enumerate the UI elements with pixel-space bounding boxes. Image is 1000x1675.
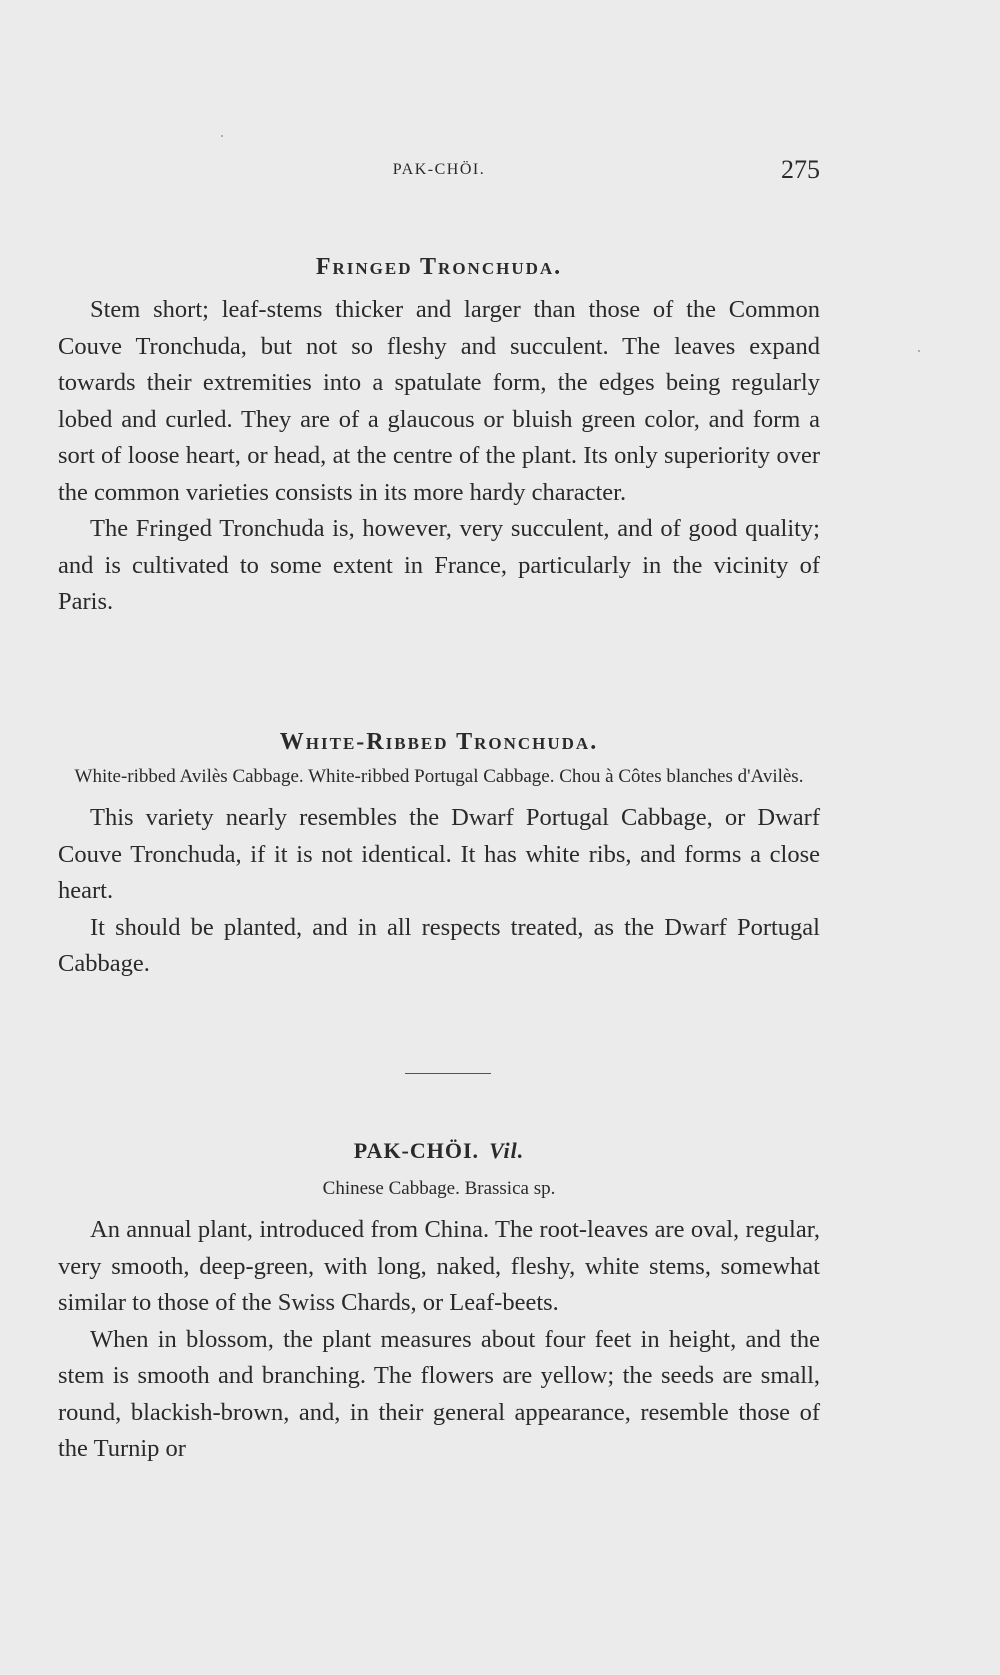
synonyms: White-ribbed Avilès Cabbage. White-ribbed Portugal Cabbage. Chou à Côtes blanches d'Avilès. bbox=[74, 766, 804, 787]
page-speck bbox=[918, 350, 920, 352]
paragraph: The Fringed Tronchuda is, however, very succulent, and of good quality; and is cultivated to some extent in France, particularly in the vicinity of Paris. bbox=[58, 515, 820, 615]
running-head bbox=[58, 155, 820, 187]
section-pak-choi bbox=[58, 1136, 820, 1468]
page-speck bbox=[221, 135, 223, 137]
section-divider bbox=[405, 1073, 491, 1074]
paragraph: When in blossom, the plant measures about four feet in height, and the stem is smooth and branching. The flowers are yellow; the seeds are small, round, blackish-brown, and, in their general appearance, resemble those of the Turnip or bbox=[58, 1325, 820, 1462]
paragraph: Stem short; leaf-stems thicker and larger than those of the Common Couve Tronchuda, but not so fleshy and succulent. The leaves expand towards their extremities into a spatulate form, the edges being regularly lobed and curled. They are of a glaucous or bluish green color, and form a sort of loose heart, or head, at the centre of the plant. Its only superiority over the common varieties consists in its more hardy character. bbox=[58, 296, 820, 506]
page-number: 275 bbox=[781, 155, 820, 184]
running-head-title: PAK-CHÖI. bbox=[392, 161, 486, 178]
section-fringed-tronchuda bbox=[58, 251, 820, 621]
paragraph: An annual plant, introduced from China. The root-leaves are oval, regular, very smooth, deep-green, with long, naked, fleshy, white stems, somewhat similar to those of the Swiss Chards, or Leaf-beets. bbox=[58, 1216, 820, 1316]
paragraph: It should be planted, and in all respects treated, as the Dwarf Portugal Cabbage. bbox=[58, 913, 820, 977]
section-white-ribbed-tronchuda bbox=[58, 726, 820, 983]
section-heading: PAK-CHÖI. Vil. bbox=[353, 1138, 525, 1163]
paragraph: This variety nearly resembles the Dwarf Portugal Cabbage, or Dwarf Couve Tronchuda, if it is not identical. It has white ribs, and forms a close heart. bbox=[58, 804, 820, 904]
section-heading: White-Ribbed Tronchuda. bbox=[279, 729, 599, 755]
synonyms: Chinese Cabbage. Brassica sp. bbox=[322, 1178, 556, 1199]
heading-abbreviation: Vil. bbox=[489, 1138, 525, 1163]
section-heading: Fringed Tronchuda. bbox=[315, 254, 563, 280]
